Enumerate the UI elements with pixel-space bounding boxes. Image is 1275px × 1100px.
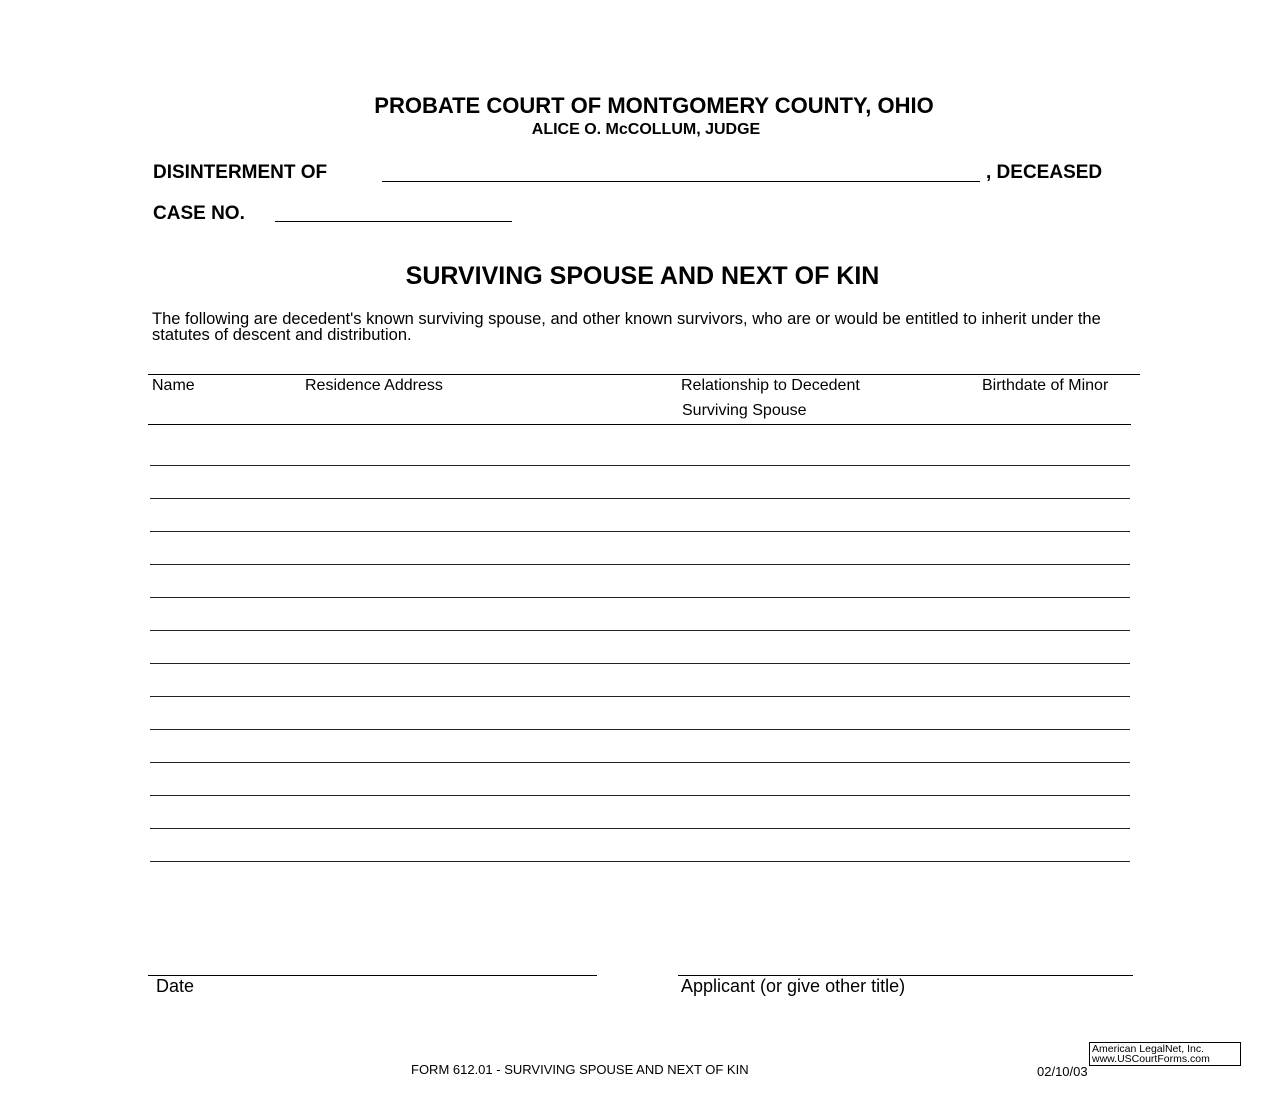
table-row[interactable]: [150, 564, 1130, 565]
table-row[interactable]: [150, 762, 1130, 763]
table-row[interactable]: [150, 861, 1130, 862]
date-signature-line[interactable]: [148, 975, 597, 976]
form-date: 02/10/03: [1037, 1064, 1088, 1079]
table-header-rule: [148, 424, 1131, 425]
form-number: FORM 612.01 - SURVIVING SPOUSE AND NEXT OF KIN: [411, 1062, 749, 1077]
intro-text: The following are decedent's known surviving spouse, and other known survivors, who are or would be entitled to inherit under the statutes of descent and distribution.: [152, 310, 1101, 344]
form-title: SURVIVING SPOUSE AND NEXT OF KIN: [405, 262, 880, 290]
column-header-address: Residence Address: [305, 377, 443, 394]
column-header-birthdate: Birthdate of Minor: [982, 377, 1109, 394]
table-row[interactable]: [150, 498, 1130, 499]
table-row[interactable]: [150, 465, 1130, 466]
column-header-relationship: Relationship to Decedent: [681, 377, 860, 394]
case-no-field[interactable]: [275, 203, 512, 222]
surviving-spouse-label: Surviving Spouse: [682, 402, 807, 419]
table-row[interactable]: [150, 597, 1130, 598]
judge-name: ALICE O. McCOLLUM, JUDGE: [531, 121, 761, 138]
court-name: PROBATE COURT OF MONTGOMERY COUNTY, OHIO: [374, 93, 934, 118]
table-row[interactable]: [150, 630, 1130, 631]
publisher-name: American LegalNet, Inc.: [1092, 1043, 1205, 1055]
table-row[interactable]: [150, 795, 1130, 796]
deceased-label: , DECEASED: [986, 162, 1103, 183]
publisher-stamp: [1089, 1042, 1241, 1066]
table-top-rule: [148, 374, 1140, 375]
column-header-name: Name: [152, 377, 195, 394]
table-row[interactable]: [150, 696, 1130, 697]
disinterment-label: DISINTERMENT OF: [153, 162, 328, 183]
applicant-label: Applicant (or give other title): [681, 976, 906, 996]
disinterment-field[interactable]: [382, 162, 980, 182]
table-row[interactable]: [150, 729, 1130, 730]
publisher-url: www.USCourtForms.com: [1092, 1053, 1210, 1065]
case-no-label: CASE NO.: [153, 203, 245, 224]
table-row[interactable]: [150, 531, 1130, 532]
table-row[interactable]: [150, 663, 1130, 664]
table-row[interactable]: [150, 828, 1130, 829]
date-label: Date: [156, 976, 195, 996]
